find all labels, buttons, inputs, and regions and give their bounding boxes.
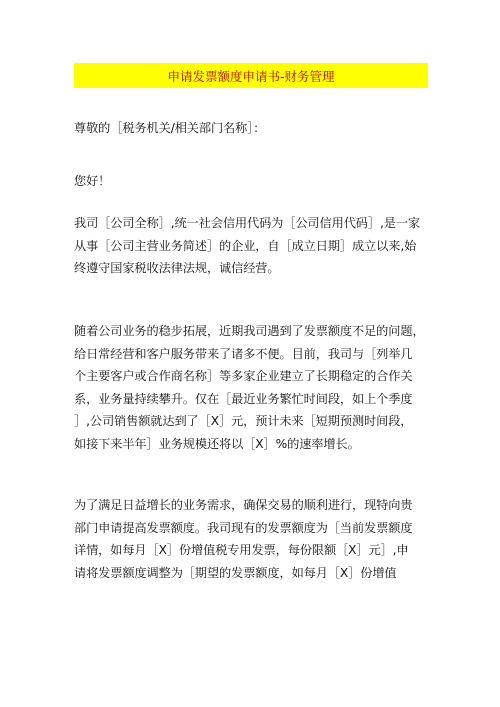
document-title: 申请发票额度申请书-财务管理 xyxy=(167,68,335,84)
greeting: 您好！ xyxy=(74,174,111,188)
paragraph-business-background: 随着公司业务的稳步拓展，近期我司遇到了发票额度不足的问题， 给日常经营和客户服务带来了诸多不便。目前，我司与［列举几 个主要客户或合作商名称］等多家企业建立了长期稳定的合作关 系，业务量持续攀升。仅在［最近业务繁忙时间段，如上个季度 ］,公司销售额就达到了［X］元，预计未来［短期预测时间段， 如接下来半年］业务规模还将以［X］%的速率增长。 xyxy=(74,324,425,451)
paragraph-quota-request: 为了满足日益增长的业务需求，确保交易的顺利进行，现特向贵 部门申请提高发票额度。我司现有的发票额度为［当前发票额度 详情，如每月［X］份增值税专用发票，每份限额［X］元］,申 请将发票额度调整为［期望的发票额度，如每月［X］份增值 xyxy=(74,498,413,580)
paragraph-company-intro: 我司［公司全称］,统一社会信用代码为［公司信用代码］,是一家 从事［公司主营业务简述］的企业，自［成立日期］成立以来,始 终遵守国家税收法律法规，诚信经营。 xyxy=(74,216,420,275)
title-banner xyxy=(74,63,428,88)
salutation: 尊敬的［税务机关/相关部门名称］： xyxy=(74,121,266,135)
